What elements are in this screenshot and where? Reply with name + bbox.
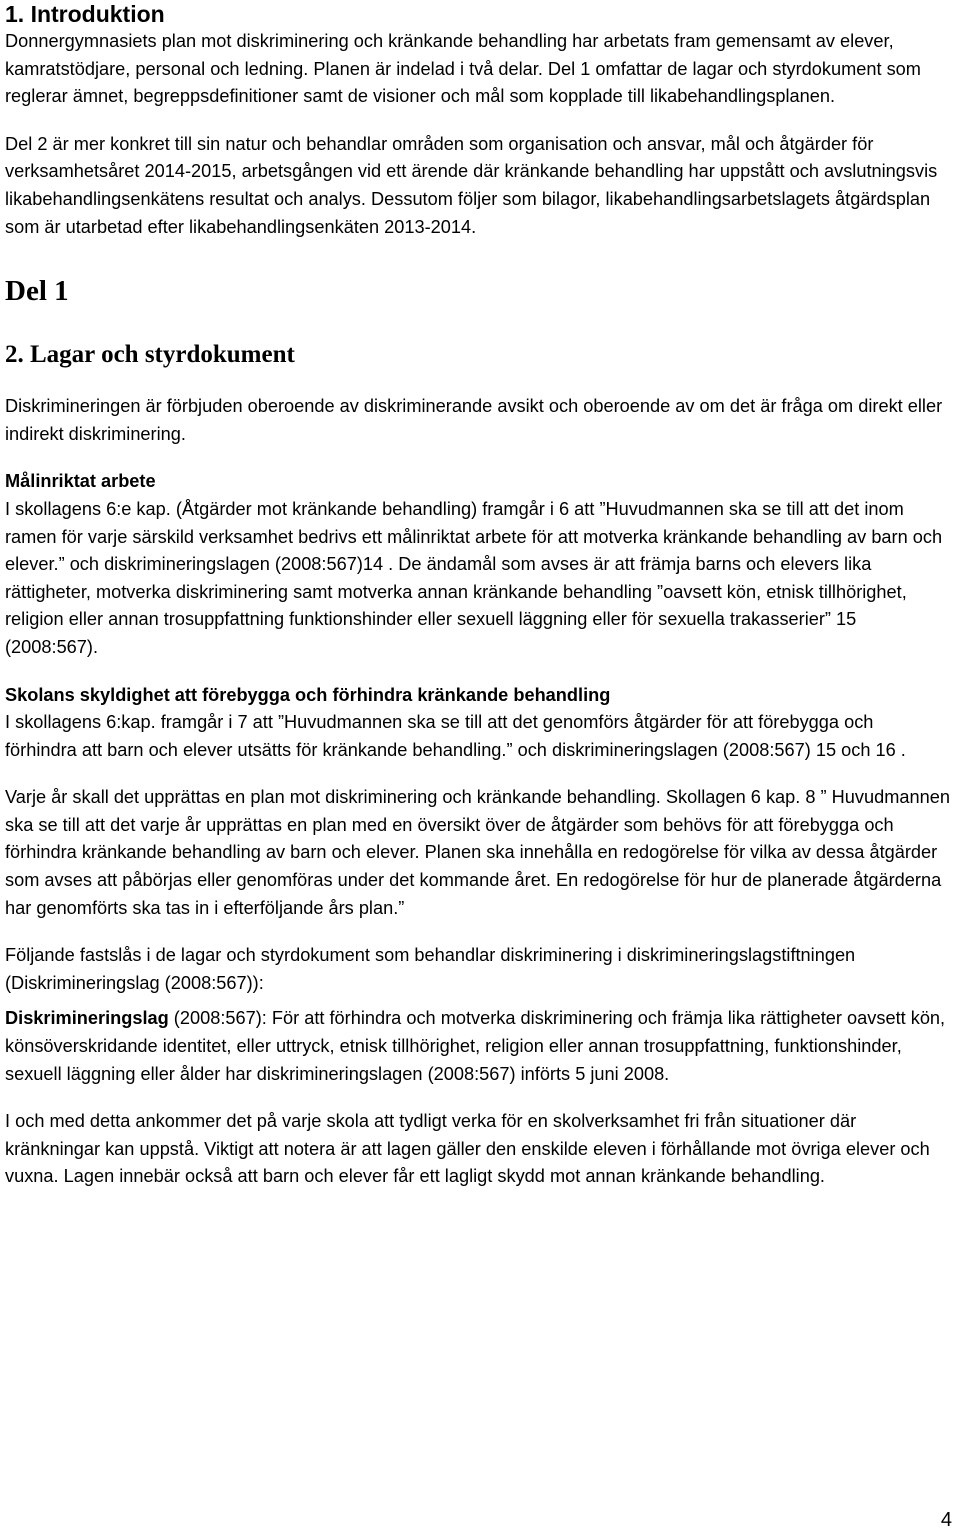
subheading-skyldighet: Skolans skyldighet att förebygga och förhindra kränkande behandling bbox=[5, 684, 611, 705]
skyldighet-paragraph: I skollagens 6:kap. framgår i 7 att ”Huvudmannen ska se till att det genomförs åtgärder för att förebygga och förhindra att barn och elever utsätts för kränkande behandling.” och diskrimineringslagen (2008:567) 15 och 16 . bbox=[5, 712, 906, 760]
lagar-paragraph: Diskrimineringen är förbjuden oberoende av diskriminerande avsikt och oberoende av om det är fråga om direkt eller indirekt diskriminering. bbox=[5, 396, 943, 444]
diskrimineringslag-paragraph bbox=[5, 1005, 950, 1088]
malinriktat-paragraph: I skollagens 6:e kap. (Åtgärder mot kränkande behandling) framgår i 6 att ”Huvudmannen ska se till att det inom ramen för varje särskild verksamhet bedrivs ett målinriktat arbete för att motverka kränkande behandling av barn och elever.” och diskrimineringslagen (2008:567)14 . De ändamål som avses är att främja barns och elevers lika rättigheter, motverka diskriminering samt motverka annan kränkande behandling ”oavsett kön, etnisk tillhörighet, religion eller annan trosuppfattning funktionshinder eller sexuell läggning eller för sexuella trakasserier” 15 (2008:567). bbox=[5, 498, 943, 657]
section-heading-lagar: 2. Lagar och styrdokument bbox=[5, 341, 295, 369]
varje-ar-paragraph: Varje år skall det upprättas en plan mot diskriminering och kränkande behandling. Skollagen 6 kap. 8 ” Huvudmannen ska se till att det varje år upprättas en plan med en översikt över de åtgärder som behövs för att förebygga och förhindra kränkande behandling av barn och elever. Planen ska innehålla en redogörelse för vilka av dessa åtgärder som avses att påbörjas eller genomföras under det kommande året. En redogörelse för hur de planerade åtgärderna har genomförts ska tas in i efterföljande års plan.” bbox=[5, 787, 950, 918]
page-number: 4 bbox=[940, 1509, 952, 1531]
i-och-med-paragraph: I och med detta ankommer det på varje skola att tydligt verka för en skolverksamhet fri från situationer där kränkningar kan uppstå. Viktigt att notera är att lagen gäller den enskilde eleven i förhållande mot övriga elever och vuxna. Lagen innebär också att barn och elever får ett lagligt skydd mot annan kränkande behandling. bbox=[5, 1111, 930, 1187]
section-heading-introduktion: 1. Introduktion bbox=[5, 1, 165, 27]
intro-paragraph-1: Donnergymnasiets plan mot diskriminering och kränkande behandling har arbetats fram gemensamt av elever, kamratstödjare, personal och ledning. Planen är indelad i två delar. Del 1 omfattar de lagar och styrdokument som reglerar ämnet, begreppsdefinitioner samt de visioner och mål som kopplade till likabehandlingsplanen. bbox=[5, 31, 921, 107]
part-heading-del-1: Del 1 bbox=[5, 275, 69, 308]
foljande-paragraph: Följande fastslås i de lagar och styrdokument som behandlar diskriminering i diskrimineringslagstiftningen (Diskrimineringslag (2008:567)): bbox=[5, 945, 856, 993]
intro-paragraph-2: Del 2 är mer konkret till sin natur och behandlar områden som organisation och ansvar, mål och åtgärder för verksamhetsåret 2014-2015, arbetsgången vid ett ärende där kränkande behandling har uppstått och avslutningsvis likabehandlingsenkätens resultat och analys. Dessutom följer som bilagor, likabehandlingsarbetslagets åtgärdsplan som är utarbetad efter likabehandlingsenkäten 2013-2014. bbox=[5, 133, 938, 237]
subheading-malinriktat: Målinriktat arbete bbox=[5, 471, 156, 492]
diskrimineringslag-term: Diskrimineringslag bbox=[5, 1008, 169, 1029]
diskrimineringslag-text: (2008:567): För att förhindra och motverka diskriminering och främja lika rättigheter oavsett kön, könsöverskridande identitet, eller uttryck, etnisk tillhörighet, religion eller annan trosuppfattning, funktionshinder, sexuell läggning eller ålder har diskrimineringslagen (2008:567) införts 5 juni 2008. bbox=[5, 1008, 946, 1084]
document-page bbox=[5, 0, 950, 1191]
